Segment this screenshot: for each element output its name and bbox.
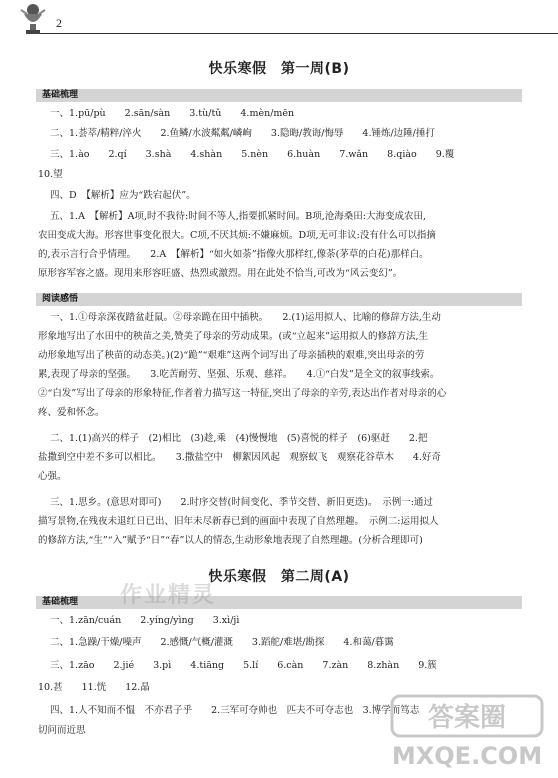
week1-reading-line: 累,表现了母亲的坚强。 3.吃苦耐劳、坚强、乐观、慈祥。 4.①“白发”是全文的叙事线索。 <box>38 369 440 380</box>
svg-text:MXQE.COM: MXQE.COM <box>391 742 543 770</box>
week1-basics-line: 五、1.A 【解析】A项,时不我待:时间不等人,指要抓紧时间。B项,沧海桑田:大海变成农田, <box>50 211 426 222</box>
week1-reading-line: 的修辞方法,“生”“入”赋予“日”“春”以人的情态,生动形象地表现了自然理趣。(分析合理即可) <box>38 535 423 546</box>
page-number: 2 <box>56 16 62 30</box>
week1-basics-line: 10.望 <box>38 169 63 180</box>
week1-title: 快乐寒假 第一周(B) <box>208 61 350 77</box>
week1-basics-line: 农田变成大海。形容世事变化很大。C项,不厌其烦:不嫌麻烦。D项,无可非议:没有什么可以指摘 <box>38 230 436 241</box>
week2-title: 快乐寒假 第二周(A) <box>208 569 350 585</box>
week1-reading-line: 二、1.(1)高兴的样子 (2)相比 (3)趁,乘 (4)慢慢地 (5)喜悦的样子 (6)驱赶 2.把 <box>50 433 428 444</box>
week1-basics-line: 四、D 【解析】应为“跌宕起伏”。 <box>50 190 196 201</box>
week1-basics-header <box>36 89 522 102</box>
week2-basics-line: 一、1.zān/cuán 2.yíng/yìng 3.xì/jì <box>50 615 240 626</box>
week2-basics-header <box>36 596 522 609</box>
week1-reading-line: 一、1.①母亲深夜踏盆赶鼠。②母亲跪在田中插秧。 2.(1)运用拟人、比喻的修辞方法,生动 <box>50 312 441 323</box>
week1-reading-header <box>36 293 522 306</box>
week1-basics-line: 三、1.ào 2.qí 3.shà 4.shàn 5.nèn 6.huàn 7.wǎn 8.qiào 9.覆 <box>50 149 455 160</box>
week1-reading-line: 心强。 <box>38 471 67 482</box>
week2-basics-line: 四、1.人不知而不愠 不亦君子乎 2.三军可夺帅也 匹夫不可夺志也 3.博学而笃志 <box>50 705 420 716</box>
faint-watermark: 作业精灵 <box>120 583 217 608</box>
week2-basics-line: 二、1.急躁/干燥/噪声 2.感慨/气概/灌溉 3.蹈舵/难堪/勘探 4.和蔼/暮霭 <box>50 637 394 648</box>
header-rule <box>40 33 558 34</box>
page-header <box>0 0 558 40</box>
week1-basics-label: 基础梳理 <box>42 90 79 100</box>
week2-basics-label: 基础梳理 <box>42 597 79 607</box>
week1-reading-line: 盐撒到空中差不多可以相比。 3.撒盐空中 柳絮因风起 观察蚁飞 观察花谷草木 4.好奇 <box>38 452 441 463</box>
svg-text:答案圈: 答案圈 <box>427 703 507 733</box>
week1-basics-line: 一、1.pū/pù 2.sān/sàn 3.tù/tǔ 4.mèn/mēn <box>50 108 295 119</box>
week1-reading-line: 形象地写出了水田中的秧苗之美,赞美了母亲的劳动成果。(或“立起来”运用拟人的修辞方法,生 <box>38 331 428 342</box>
week1-basics-line: 的,表示言行合乎情理。 2.A 【解析】“如火如荼”指像火那样红,像荼(茅草的白花)那样白。 <box>38 249 429 260</box>
week1-reading-line: 疼、爱和怀念。 <box>38 407 105 418</box>
week1-reading-label: 阅读感悟 <box>42 294 79 304</box>
answer-logo-watermark <box>390 690 550 770</box>
week2-basics-line: 切问而近思 <box>38 725 86 736</box>
week1-reading-line: 描写景物,在残夜未退红日已出、旧年未尽新春已到的画面中表现了自然理趣。 示例二:运用拟人 <box>38 516 439 527</box>
week1-basics-line: 二、1.荟萃/精粹/淬火 2.鱼鳞/水波粼粼/嶙峋 3.隐晦/教诲/悔辱 4.锤炼/边陲/捶打 <box>50 128 435 139</box>
week1-reading-line: ②“白发”写出了母亲的形象特征,作者着力描写这一特征,突出了母亲的辛劳,表达出作者对母亲的心 <box>38 388 447 399</box>
week1-reading-line: 动形象地写出了秧苗的动态美。)(2)“跪”“艰难”这两个词写出了母亲插秧的艰难,突出母亲的劳 <box>38 350 425 361</box>
week1-reading-line: 三、1.思乡。(意思对即可) 2.时序交替(时间变化、季节交替、新旧更迭)。 示例一:通过 <box>50 497 433 508</box>
week2-basics-line: 10.甚 11.恍 12.晶 <box>38 682 150 693</box>
week2-basics-line: 三、1.zāo 2.jié 3.pì 4.tiāng 5.lí 6.càn 7.zàn 8.zhàn 9.簇 <box>50 660 437 671</box>
week1-basics-line: 原形容军容之盛。现用来形容旺盛、热烈或激烈。用在此处不恰当,可改为“风云变幻”。 <box>38 268 403 279</box>
